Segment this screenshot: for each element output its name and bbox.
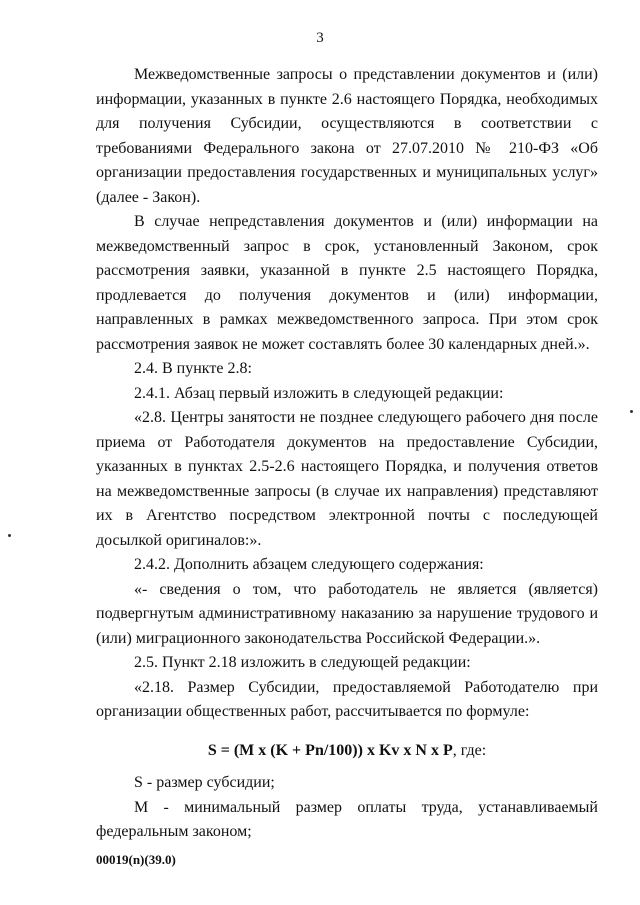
- paragraph-clause-2-8-quote: «2.8. Центры занятости не позднее следующего рабочего дня после приема от Работодателя документов на предоставление Субсидии, указанных в пунктах 2.5-2.6 настоящего Порядка, и получения ответов на межведомственные запросы (в случае их направления) представляют их в Агентство посредством электронной почты с последующей досылкой оригиналов:».: [96, 409, 598, 549]
- formula-expression: S = (M x (K + Pn/100)) x Kv x N x P: [207, 741, 453, 759]
- definition-s: S - размер субсидии;: [134, 774, 275, 791]
- subsidy-formula: [96, 739, 598, 764]
- paragraph-clause-2-18-quote: «2.18. Размер Субсидии, предоставляемой Работодателю при организации общественных работ, рассчитывается по формуле:: [96, 678, 598, 720]
- paragraph-non-submission: В случае непредставления документов и (или) информации на межведомственный запрос в срок, установленный Законом, срок рассмотрения заявки, указанной в пункте 2.5 настоящего Порядка, продлевается до получения документов и (или) информации, направленных в рамках межведомственного запроса. При этом срок рассмотрения заявок не может составлять более 30 календарных дней.».: [96, 213, 598, 353]
- formula-suffix: , где:: [452, 741, 487, 759]
- page-number: 3: [316, 30, 324, 46]
- definition-m: M - минимальный размер оплаты труда, устанавливаемый федеральным законом;: [96, 798, 598, 840]
- scan-mark-left: [8, 534, 11, 537]
- paragraph-interagency-requests: Межведомственные запросы о представлении документов и (или) информации, указанных в пункте 2.6 настоящего Порядка, необходимых для получения Субсидии, осуществляются в соответствии с требованиями Федерального закона от 27.07.2010 № 210-ФЗ «Об организации предоставления государственных и муниципальных услуг» (далее - Закон).: [96, 66, 598, 206]
- paragraph-clause-2-4-1: 2.4.1. Абзац первый изложить в следующей редакции:: [134, 384, 504, 402]
- document-body: [96, 63, 598, 845]
- document-code: 00019(n)(39.0): [96, 852, 176, 867]
- paragraph-clause-2-4-2: 2.4.2. Дополнить абзацем следующего содержания:: [134, 556, 484, 573]
- paragraph-clause-2-4: 2.4. В пункте 2.8:: [134, 360, 252, 377]
- paragraph-clause-2-5: 2.5. Пункт 2.18 изложить в следующей редакции:: [134, 654, 471, 671]
- paragraph-administrative-penalty: «- сведения о том, что работодатель не является (является) подвергнутым административному наказанию за нарушение трудового и (или) миграционного законодательства Российской Федерации.».: [96, 580, 598, 647]
- scan-mark-right: [630, 410, 633, 413]
